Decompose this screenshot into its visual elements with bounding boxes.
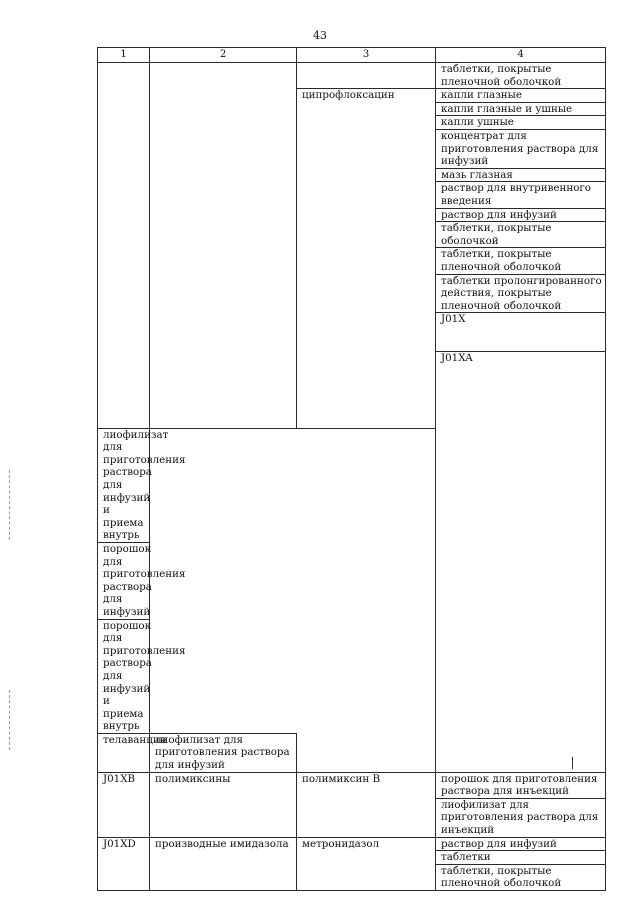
dosage-form-cell: таблетки, покрытые пленочной оболочкой	[436, 63, 606, 89]
dosage-form-cell: порошок для приготовления раствора для инфузий	[98, 542, 150, 619]
dosage-form-cell: таблетки, покрытые пленочной оболочкой	[436, 248, 606, 274]
drug-name-cell: метронидазол	[297, 837, 436, 890]
table-row	[98, 63, 606, 89]
dosage-form-cell: таблетки, покрытые оболочкой	[436, 222, 606, 248]
dosage-form-cell: капли ушные	[436, 116, 606, 130]
drug-name-cell: телаванцин	[98, 733, 150, 772]
dosage-form-cell: лиофилизат для приготовления раствора для инфузий	[150, 733, 297, 772]
table-row	[98, 772, 606, 798]
dosage-form-cell: порошок для приготовления раствора для инъекций	[436, 772, 606, 798]
dosage-form-cell: капли глазные и ушные	[436, 102, 606, 116]
dosage-form-cell: раствор для инфузий	[436, 837, 606, 851]
dosage-form-cell: таблетки	[436, 851, 606, 865]
page-number: 43	[313, 29, 327, 42]
dosage-form-cell: концентрат для приготовления раствора для инфузий	[436, 129, 606, 168]
column-header: 2	[150, 48, 297, 63]
table-row	[98, 837, 606, 851]
drug-name-cell: ципрофлоксацин	[297, 89, 436, 428]
drug-name-cell: полимиксин В	[297, 772, 436, 837]
dosage-form-cell: раствор для внутривенного введения	[436, 182, 606, 208]
scan-edge-mark	[9, 470, 11, 540]
atc-code-cell: J01XA	[436, 352, 606, 773]
drug-name-cell	[297, 63, 436, 89]
dosage-form-cell: мазь глазная	[436, 168, 606, 182]
dosage-form-cell: лиофилизат для приготовления раствора для инфузий и приема внутрь	[98, 428, 150, 542]
scan-edge-mark	[9, 690, 11, 750]
atc-code-cell: J01XD	[98, 837, 150, 890]
column-header: 3	[297, 48, 436, 63]
medication-table	[97, 47, 606, 891]
dosage-form-cell: капли глазные	[436, 89, 606, 103]
scan-artifact	[572, 757, 573, 769]
dosage-form-cell: порошок для приготовления раствора для инфузий и приема внутрь	[98, 619, 150, 733]
atc-code-cell	[98, 63, 150, 429]
table-header-row	[98, 48, 606, 63]
group-name-cell: производные имидазола	[150, 837, 297, 890]
group-name-cell	[150, 63, 297, 429]
column-header: 1	[98, 48, 150, 63]
group-name-cell: полимиксины	[150, 772, 297, 837]
dosage-form-cell: таблетки пролонгированного действия, покрытые пленочной оболочкой	[436, 274, 606, 313]
dosage-form-cell: таблетки, покрытые пленочной оболочкой	[436, 864, 606, 890]
dosage-form-cell: лиофилизат для приготовления раствора для инъекций	[436, 798, 606, 837]
atc-code-cell: J01XB	[98, 772, 150, 837]
dosage-form-cell: раствор для инфузий	[436, 208, 606, 222]
atc-code-cell: J01X	[436, 313, 606, 352]
column-header: 4	[436, 48, 606, 63]
